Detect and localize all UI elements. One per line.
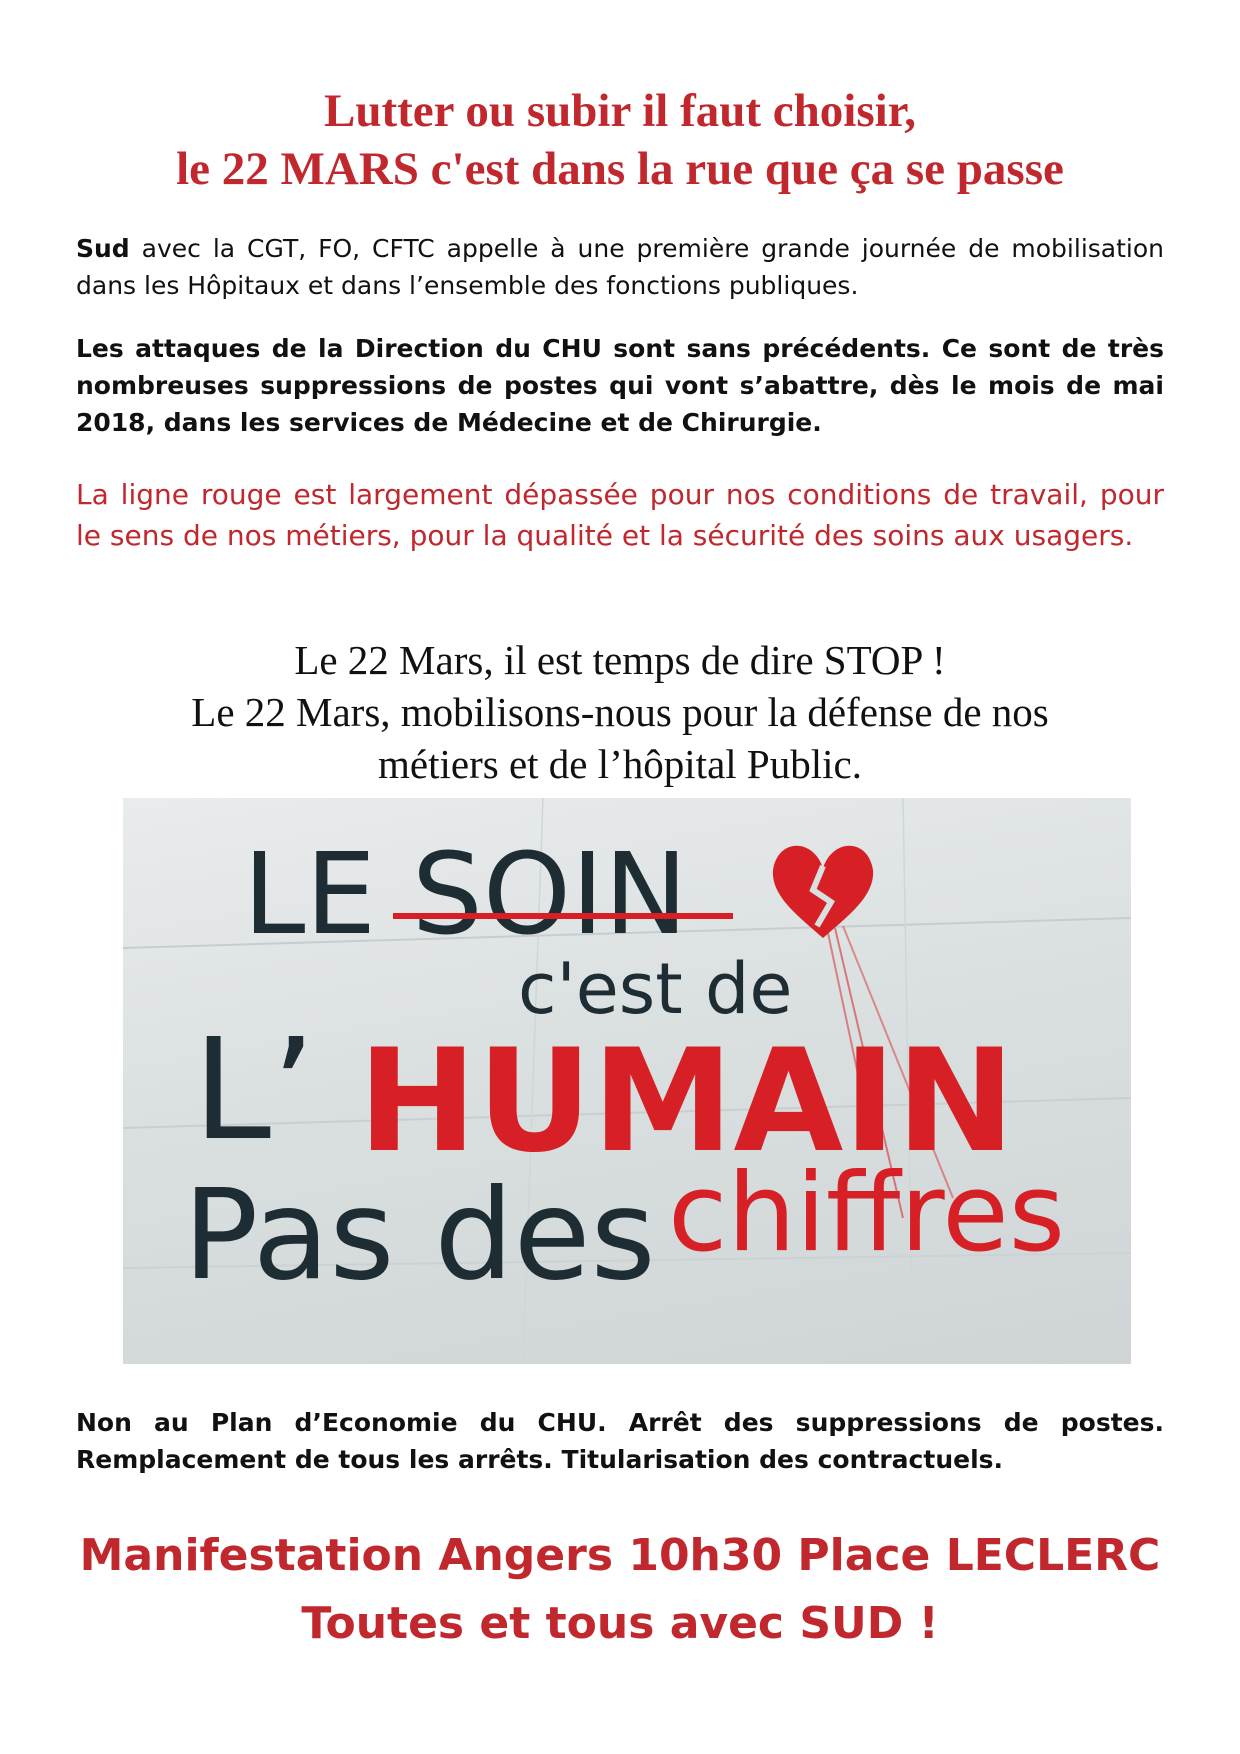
banner-text-pas-des: Pas des bbox=[183, 1163, 656, 1308]
title-line-2: le 22 MARS c'est dans la rue que ça se passe bbox=[176, 143, 1064, 195]
red-line-paragraph: La ligne rouge est largement dépassée pour nos conditions de travail, pour le sens de nos métiers, pour la qualité et la sécurité des soins aux usagers. bbox=[76, 478, 1164, 552]
stop-line-2: Le 22 Mars, mobilisons-nous pour la défense de nos bbox=[191, 689, 1049, 735]
stop-statement bbox=[60, 634, 1180, 790]
intro-text: avec la CGT, FO, CFTC appelle à une première grande journée de mobilisation dans les Hôpitaux et dans l’ensemble des fonctions publiques. bbox=[76, 234, 1164, 300]
stop-line-3: métiers et de l’hôpital Public. bbox=[378, 741, 862, 787]
attacks-paragraph: Les attaques de la Direction du CHU sont sans précédents. Ce sont de très nombreuses suppressions de postes qui vont s’abattre, dès le mois de mai 2018, dans les services de Médecine et de Chirurgie. bbox=[76, 334, 1164, 437]
banner-text-cest-de: c'est de bbox=[518, 948, 793, 1030]
intro-paragraph bbox=[76, 230, 1164, 304]
banner-text-le-soin: LE SOIN bbox=[243, 830, 688, 960]
banner-text-chiffres: chiffres bbox=[668, 1151, 1065, 1276]
footer-line-1: Manifestation Angers 10h30 Place LECLERC bbox=[79, 1530, 1161, 1581]
flyer-title bbox=[60, 82, 1180, 198]
banner-text-humain: HUMAIN bbox=[358, 1019, 1016, 1184]
footer-callout bbox=[60, 1522, 1180, 1658]
protest-banner-photo bbox=[123, 798, 1131, 1364]
banner-text-l: L’ bbox=[193, 1009, 316, 1172]
footer-line-2: Toutes et tous avec SUD ! bbox=[301, 1598, 939, 1649]
intro-bold-lead: Sud bbox=[76, 234, 130, 263]
demands-paragraph: Non au Plan d’Economie du CHU. Arrêt des suppressions de postes. Remplacement de tous les arrêts. Titularisation des contractuels. bbox=[76, 1408, 1164, 1474]
stop-line-1: Le 22 Mars, il est temps de dire STOP ! bbox=[294, 637, 946, 683]
banner-drawing bbox=[123, 798, 1131, 1364]
title-line-1: Lutter ou subir il faut choisir, bbox=[324, 85, 916, 137]
